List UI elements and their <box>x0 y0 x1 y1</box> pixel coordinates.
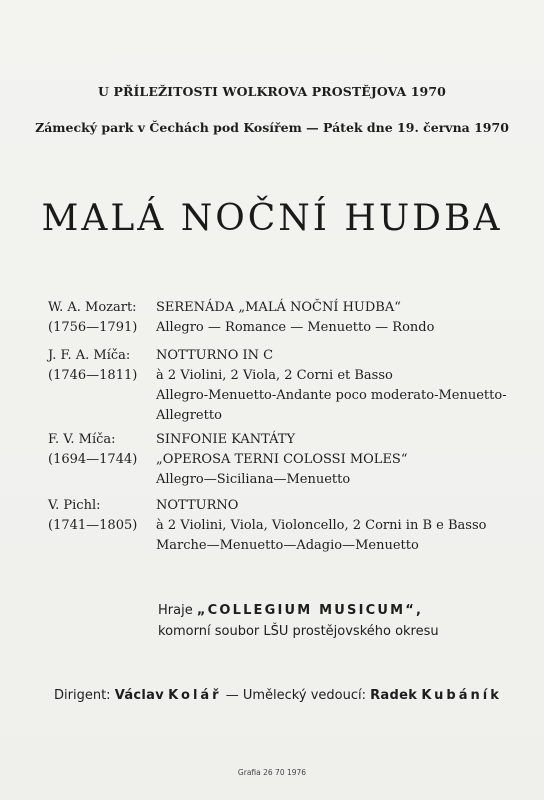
venue-line: Zámecký park v Čechách pod Kosířem — Pátek dne 19. června 1970 <box>35 120 509 135</box>
work-line: NOTTURNO <box>156 498 239 513</box>
work-line: Allegro — Romance — Menuetto — Rondo <box>156 320 435 335</box>
composer-years: (1756—1791) <box>48 320 138 335</box>
ensemble-name: „COLLEGIUM MUSICUM“, <box>196 603 424 618</box>
composer-name: W. A. Mozart: <box>48 300 137 315</box>
composer-years: (1741—1805) <box>48 518 138 533</box>
composer-years: (1746—1811) <box>48 368 138 383</box>
work-line: à 2 Violini, 2 Viola, 2 Corni et Basso <box>156 368 393 383</box>
work-line: Allegro-Menuetto-Andante poco moderato-Menuetto- <box>156 388 507 403</box>
work-line: Allegro—Siciliana—Menuetto <box>156 472 351 487</box>
work-details <box>156 346 536 426</box>
credits-separator: — <box>225 688 239 703</box>
work-details <box>156 298 536 338</box>
work-line: SINFONIE KANTÁTY <box>156 432 296 447</box>
composer-name: J. F. A. Míča: <box>48 348 131 363</box>
ensemble-block <box>158 600 439 642</box>
credits-line <box>54 688 502 703</box>
ensemble-description: komorní soubor LŠU prostějovského okresu <box>158 624 439 639</box>
work-line: „OPEROSA TERNI COLOSSI MOLES“ <box>156 452 408 467</box>
conductor-first-name: Václav <box>114 688 165 703</box>
work-line: Marche—Menuetto—Adagio—Menuetto <box>156 538 419 553</box>
work-line: à 2 Violini, Viola, Violoncello, 2 Corni in B e Basso <box>156 518 487 533</box>
ensemble-prefix: Hraje <box>158 603 193 618</box>
work-line: SERENÁDA „MALÁ NOČNÍ HUDBA“ <box>156 300 401 315</box>
work-line: NOTTURNO IN C <box>156 348 274 363</box>
leader-first-name: Radek <box>370 688 418 703</box>
work-line: Allegretto <box>156 408 222 423</box>
composer-name: V. Pichl: <box>48 498 101 513</box>
occasion-heading: U PŘÍLEŽITOSTI WOLKROVA PROSTĚJOVA 1970 <box>98 84 446 99</box>
work-details <box>156 430 536 490</box>
work-details <box>156 496 536 556</box>
conductor-last-name: Kolář <box>168 688 222 703</box>
leader-label: Umělecký vedoucí: <box>242 688 366 703</box>
program-title: MALÁ NOČNÍ HUDBA <box>41 198 503 239</box>
composer-years: (1694—1744) <box>48 452 138 467</box>
composer-name: F. V. Míča: <box>48 432 116 447</box>
leader-last-name: Kubáník <box>421 688 502 703</box>
conductor-label: Dirigent: <box>54 688 111 703</box>
printer-imprint: Grafia 26 70 1976 <box>237 768 307 777</box>
